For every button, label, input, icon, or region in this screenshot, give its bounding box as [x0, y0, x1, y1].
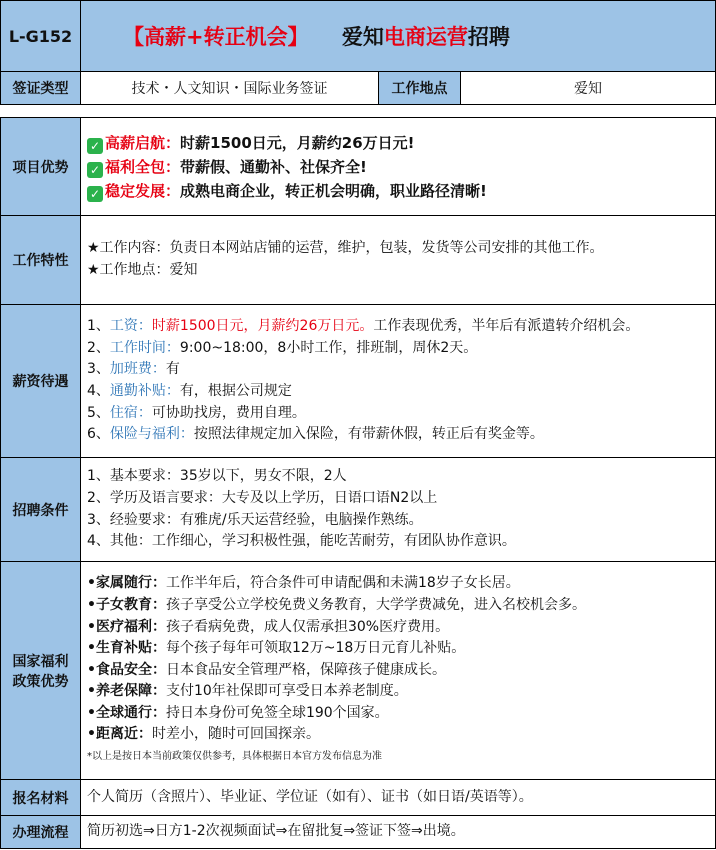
condition-line: 3、经验要求：有雅虎/乐天运营经验，电脑操作熟练。 — [87, 511, 423, 528]
salary-label: 薪资待遇 — [1, 305, 81, 458]
location-label: 工作地点 — [379, 72, 461, 105]
process-label: 办理流程 — [1, 816, 81, 849]
salary-item: 5、住宿：可协助找房，费用自理。 — [87, 404, 306, 421]
details-table — [0, 117, 716, 849]
title-suffix: 招聘 — [467, 25, 510, 49]
conditions-cell — [81, 458, 716, 562]
condition-line: 4、其他：工作细心，学习积极性强，能吃苦耐劳，有团队协作意识。 — [87, 533, 516, 550]
header-table — [0, 0, 716, 105]
visa-label: 签证类型 — [1, 72, 81, 105]
page-title — [81, 1, 716, 72]
policy-item: •子女教育：孩子享受公立学校免费义务教育，大学学费减免，进入名校机会多。 — [87, 596, 586, 613]
condition-line: 2、学历及语言要求：大专及以上学历，日语口语N2以上 — [87, 489, 438, 506]
advantage-item: ✓ 稳定发展：成熟电商企业，转正机会明确，职业路径清晰! — [87, 179, 709, 203]
process-text: 简历初选⇒日方1-2次视频面试⇒在留批复⇒签证下签⇒出境。 — [81, 816, 716, 849]
materials-text: 个人简历（含照片）、毕业证、学位证（如有）、证书（如日语/英语等）。 — [81, 780, 716, 816]
policy-item: •食品安全：日本食品安全管理严格，保障孩子健康成长。 — [87, 661, 446, 678]
advantages-label: 项目优势 — [1, 118, 81, 216]
policy-item: •医疗福利：孩子看病免费，成人仅需承担30%医疗费用。 — [87, 618, 450, 635]
materials-label: 报名材料 — [1, 780, 81, 816]
policy-item: •生育补贴：每个孩子每年可领取12万~18万日元育儿补贴。 — [87, 640, 466, 657]
salary-item: 4、通勤补贴：有，根据公司规定 — [87, 383, 292, 399]
visa-value: 技术・人文知识・国际业务签证 — [81, 72, 379, 105]
title-highlight: 高薪+转正机会 — [144, 25, 288, 49]
policy-item: •距离近：时差小，随时可回国探亲。 — [87, 726, 320, 743]
salary-item: 1、工资：时薪1500日元，月薪约26万日元。工作表现优秀，半年后有派遣转介绍机会。 — [87, 318, 640, 335]
features-cell — [81, 216, 716, 305]
condition-line: 1、基本要求：35岁以下，男女不限，2人 — [87, 468, 347, 485]
feature-line: ★工作地点：爱知 — [87, 262, 198, 278]
policy-item: •家属随行：工作半年后，符合条件可申请配偶和未满18岁子女长居。 — [87, 575, 520, 592]
policy-cell — [81, 562, 716, 780]
title-bracket-close: 】 — [287, 25, 309, 49]
title-job: 电商运营 — [383, 25, 468, 49]
policy-item: •全球通行：持日本身份可免签全球190个国家。 — [87, 704, 389, 721]
title-bracket-open: 【 — [123, 25, 144, 49]
advantage-item: ✓ 高薪启航：时薪1500日元，月薪约26万日元! — [87, 131, 709, 155]
salary-item: 2、工作时间：9:00~18:00，8小时工作，排班制，周休2天。 — [87, 339, 478, 356]
conditions-label: 招聘条件 — [1, 458, 81, 562]
policy-label: 国家福利 政策优势 — [1, 562, 81, 780]
title-location: 爱知 — [341, 25, 384, 49]
policy-note: *以上是按日本当前政策仅供参考，具体根据日本官方发布信息为准 — [87, 751, 382, 763]
salary-item: 3、加班费：有 — [87, 361, 180, 378]
features-label: 工作特性 — [1, 216, 81, 305]
check-icon: ✓ — [87, 186, 103, 202]
salary-cell — [81, 305, 716, 458]
advantage-item: ✓ 福利全包：带薪假、通勤补、社保齐全! — [87, 155, 709, 179]
policy-item: •养老保障：支付10年社保即可享受日本养老制度。 — [87, 683, 408, 700]
check-icon: ✓ — [87, 162, 103, 178]
salary-item: 6、保险与福利：按照法律规定加入保险，有带薪休假，转正后有奖金等。 — [87, 426, 544, 443]
advantages-cell — [81, 118, 716, 216]
feature-line: ★工作内容：负责日本网站店铺的运营，维护，包装，发货等公司安排的其他工作。 — [87, 240, 604, 257]
check-icon: ✓ — [87, 138, 103, 154]
job-code: L-G152 — [1, 1, 81, 72]
location-value: 爱知 — [461, 72, 716, 105]
